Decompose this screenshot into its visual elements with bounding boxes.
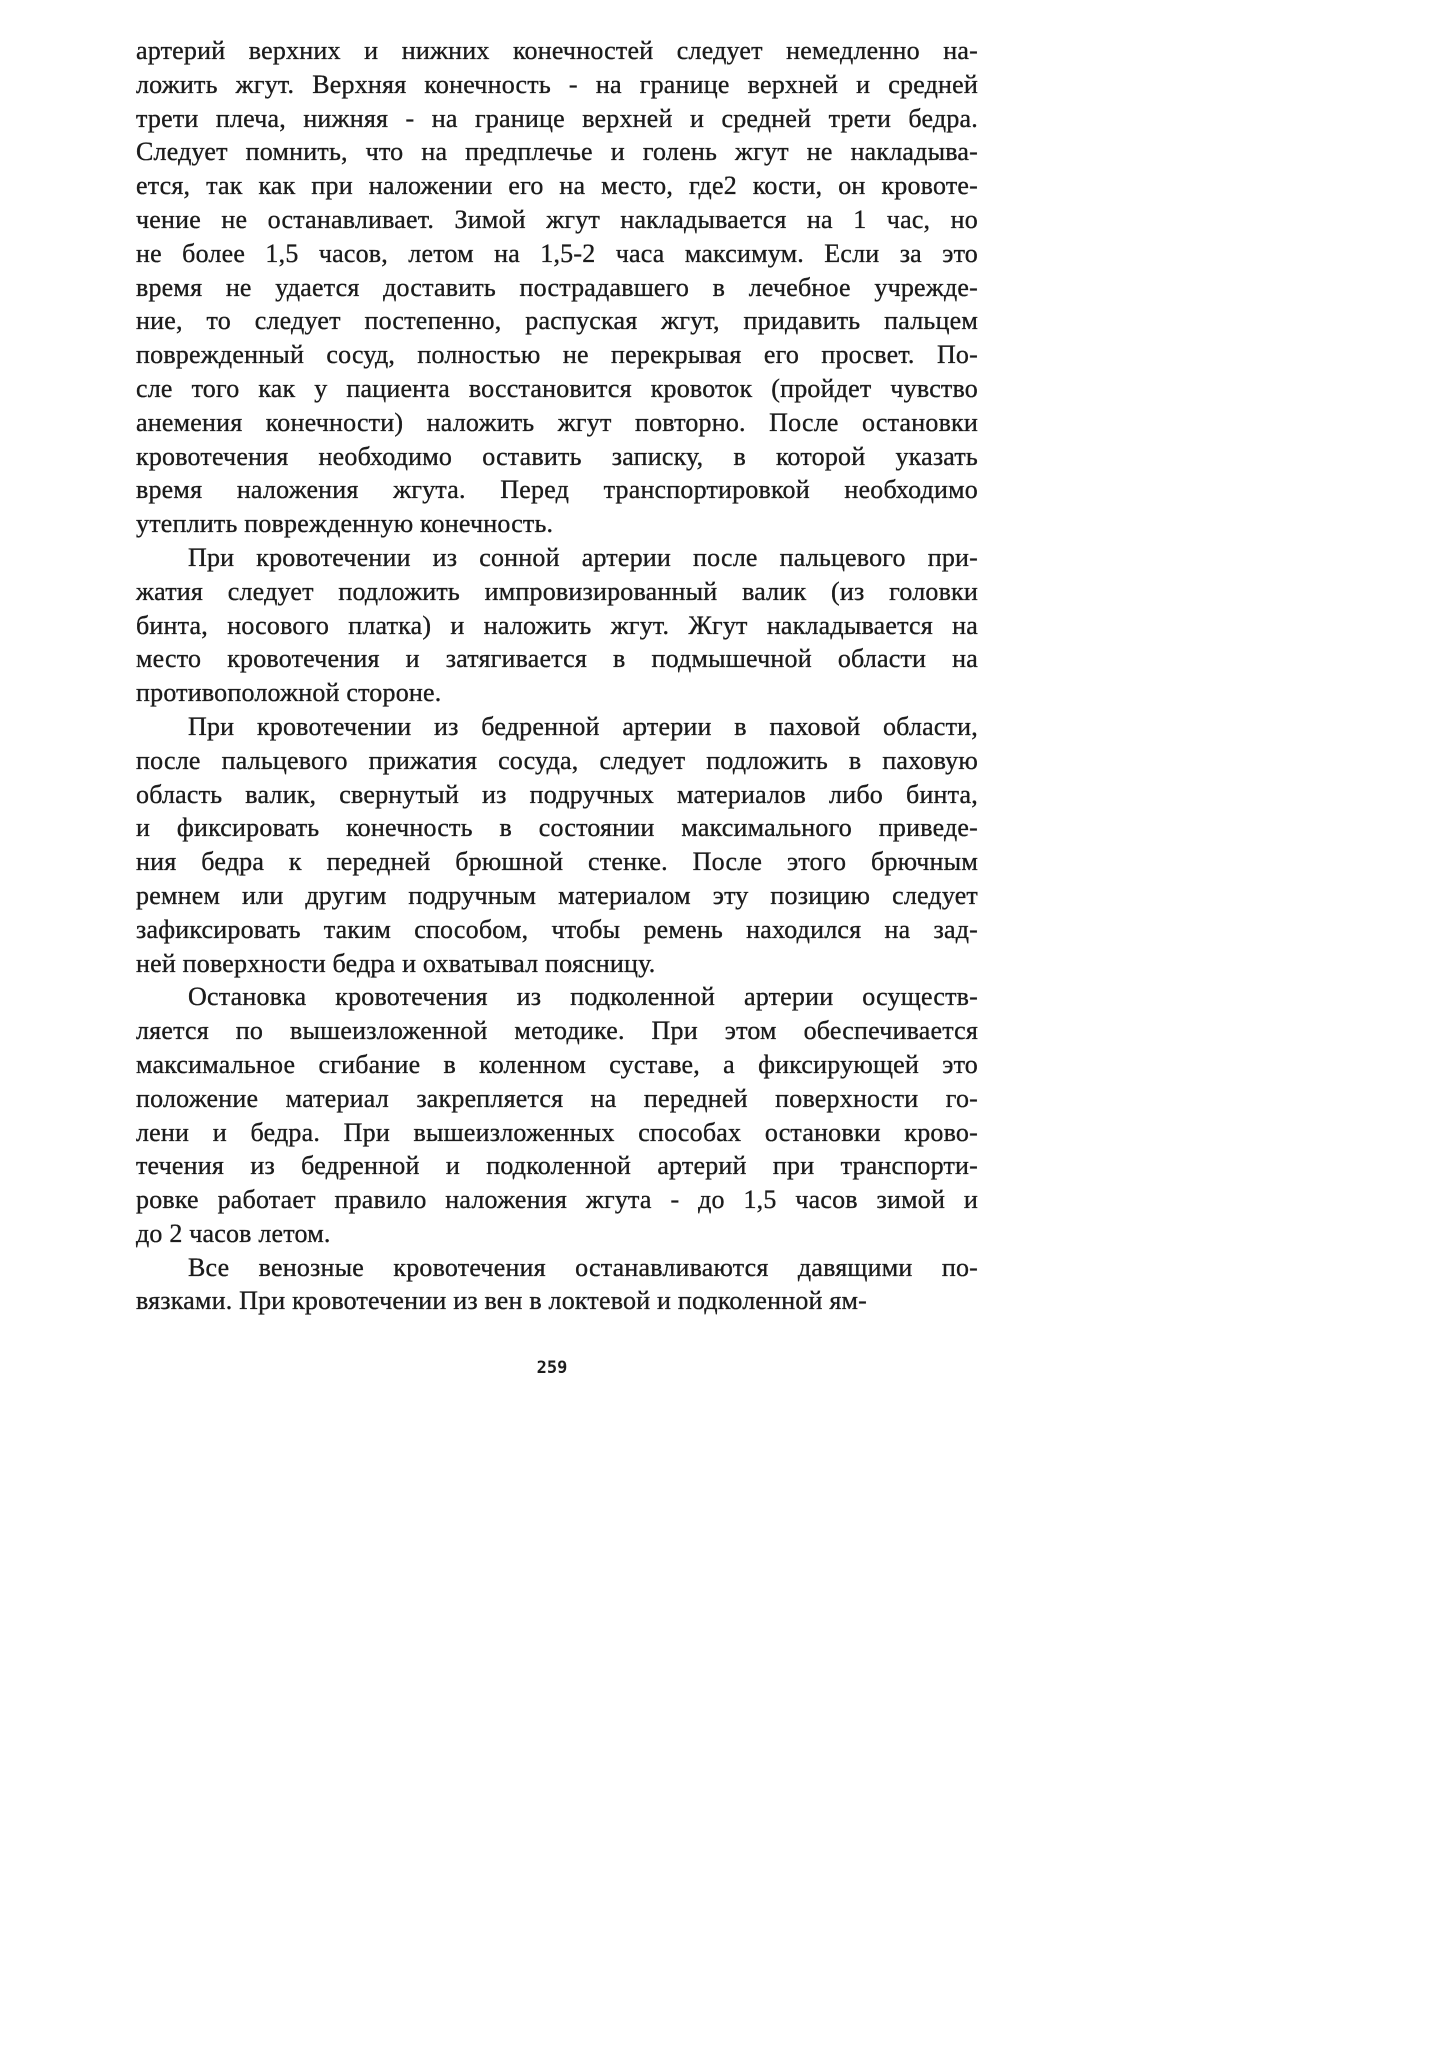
text-line: кровотечения необходимо оставить записку, в которой указать [136, 441, 978, 471]
text-line: вязками. При кровотечении из вен в локтевой и подколенной ям- [136, 1286, 868, 1316]
text-line: ней поверхности бедра и охватывал поясницу. [136, 948, 656, 978]
text-line: до 2 часов летом. [136, 1218, 331, 1248]
text-line: место кровотечения и затягивается в подмышечной области на [136, 644, 978, 674]
text-line: сле того как у пациента восстановится кровоток (пройдет чувство [136, 373, 978, 403]
paragraph [136, 541, 978, 710]
text-line: время не удается доставить пострадавшего в лечебное учрежде- [136, 272, 978, 302]
text-line: поврежденный сосуд, полностью не перекрывая его просвет. По- [136, 340, 978, 370]
paragraph [136, 710, 978, 980]
text-line: после пальцевого прижатия сосуда, следует подложить в паховую [136, 745, 978, 775]
text-line: При кровотечении из бедренной артерии в паховой области, [188, 711, 978, 741]
text-line: ние, то следует постепенно, распуская жгут, придавить пальцем [136, 306, 978, 336]
text-line: и фиксировать конечность в состоянии максимального приведе- [136, 813, 978, 843]
text-line: максимальное сгибание в коленном суставе, а фиксирующей это [136, 1049, 978, 1079]
text-line: лени и бедра. При вышеизложенных способах остановки крово- [136, 1117, 978, 1147]
paragraph [136, 34, 978, 541]
text-line: ложить жгут. Верхняя конечность - на границе верхней и средней [136, 69, 978, 99]
text-line: При кровотечении из сонной артерии после пальцевого при- [188, 542, 978, 572]
text-line: не более 1,5 часов, летом на 1,5-2 часа максимум. Если за это [136, 238, 978, 268]
page-number: 259 [536, 1358, 568, 1378]
text-line: противоположной стороне. [136, 678, 442, 708]
paragraph [136, 1251, 978, 1319]
text-line: Все венозные кровотечения останавливаются давящими по- [188, 1252, 978, 1282]
text-line: жатия следует подложить импровизированный валик (из головки [136, 576, 978, 606]
text-line: ляется по вышеизложенной методике. При этом обеспечивается [136, 1016, 978, 1046]
text-line: Следует помнить, что на предплечье и голень жгут не накладыва- [136, 137, 978, 167]
text-line: положение материал закрепляется на передней поверхности го- [136, 1083, 978, 1113]
text-line: артерий верхних и нижних конечностей следует немедленно на- [136, 36, 978, 65]
text-line: ется, так как при наложении его на место, где2 кости, он кровоте- [136, 171, 978, 201]
text-line: ровке работает правило наложения жгута - до 1,5 часов зимой и [136, 1185, 978, 1215]
text-line: бинта, носового платка) и наложить жгут. Жгут накладывается на [136, 610, 978, 640]
text-line: утеплить поврежденную конечность. [136, 509, 554, 539]
text-line: чение не останавливает. Зимой жгут накладывается на 1 час, но [136, 204, 978, 234]
text-line: область валик, свернутый из подручных материалов либо бинта, [136, 779, 978, 809]
text-line: Остановка кровотечения из подколенной артерии осуществ- [188, 982, 978, 1012]
text-line: зафиксировать таким способом, чтобы ремень находился на зад- [136, 914, 978, 944]
paragraph [136, 980, 978, 1250]
text-line: ремнем или другим подручным материалом эту позицию следует [136, 880, 978, 910]
text-line: ния бедра к передней брюшной стенке. После этого брючным [136, 847, 978, 877]
text-line: течения из бедренной и подколенной артерий при транспорти- [136, 1151, 978, 1181]
text-line: анемения конечности) наложить жгут повторно. После остановки [136, 407, 978, 437]
body-text [136, 34, 978, 1318]
text-line: время наложения жгута. Перед транспортировкой необходимо [136, 475, 978, 505]
text-line: трети плеча, нижняя - на границе верхней и средней трети бедра. [136, 103, 978, 133]
